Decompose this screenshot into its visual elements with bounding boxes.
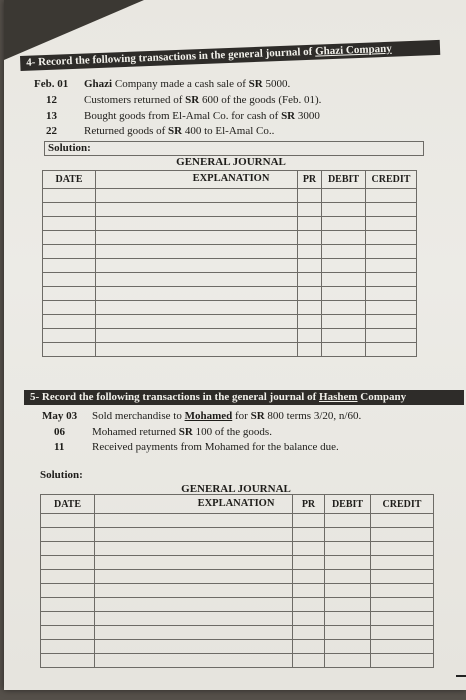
debit-cell[interactable] <box>325 654 371 668</box>
pr-cell[interactable] <box>298 245 322 259</box>
q5-row-bold-amount: SR <box>178 426 193 438</box>
pr-cell[interactable] <box>293 514 325 528</box>
debit-cell[interactable] <box>322 203 366 217</box>
explanation-cell[interactable] <box>95 584 293 598</box>
explanation-cell[interactable] <box>96 231 298 245</box>
q4-explanation-cell <box>96 171 298 189</box>
q4-row-part: 3000 <box>295 110 320 122</box>
date-cell[interactable] <box>41 612 95 626</box>
explanation-cell[interactable] <box>95 542 293 556</box>
question-5-company: Hashem <box>319 391 358 403</box>
q4-solution-label: Solution: <box>44 141 424 156</box>
pr-cell[interactable] <box>298 259 322 273</box>
pr-cell[interactable] <box>293 612 325 626</box>
journal-row <box>43 273 417 287</box>
debit-cell[interactable] <box>322 259 366 273</box>
date-cell[interactable] <box>43 329 96 343</box>
date-cell[interactable] <box>41 528 95 542</box>
journal-row <box>41 570 434 584</box>
q4-debit-header: DEBIT <box>322 171 366 189</box>
debit-cell[interactable] <box>322 301 366 315</box>
credit-cell[interactable] <box>371 570 434 584</box>
credit-cell[interactable] <box>371 528 434 542</box>
explanation-cell[interactable] <box>96 217 298 231</box>
q4-row-date: 13 <box>46 110 57 122</box>
date-cell[interactable] <box>43 189 96 203</box>
q4-row-bold-amount: SR <box>168 125 183 137</box>
credit-cell[interactable] <box>366 189 417 203</box>
pr-cell[interactable] <box>298 343 322 357</box>
explanation-cell[interactable] <box>95 640 293 654</box>
journal-row <box>41 528 434 542</box>
q4-journal-title: GENERAL JOURNAL <box>176 156 286 168</box>
q5-debit-header: DEBIT <box>325 495 371 514</box>
debit-cell[interactable] <box>325 612 371 626</box>
journal-row <box>43 203 417 217</box>
q5-row-part: 800 terms 3/20, n/60. <box>264 410 362 422</box>
date-cell[interactable] <box>43 245 96 259</box>
pr-cell[interactable] <box>293 598 325 612</box>
explanation-cell[interactable] <box>96 259 298 273</box>
q5-journal-title: GENERAL JOURNAL <box>181 483 291 495</box>
explanation-cell[interactable] <box>96 203 298 217</box>
explanation-cell[interactable] <box>95 654 293 668</box>
q5-row-date: May 03 <box>42 410 78 422</box>
explanation-cell[interactable] <box>95 528 293 542</box>
date-cell[interactable] <box>43 231 96 245</box>
explanation-cell[interactable] <box>96 287 298 301</box>
date-cell[interactable] <box>43 259 96 273</box>
credit-cell[interactable] <box>366 231 417 245</box>
question-4-heading <box>20 40 440 71</box>
q5-explanation-header: EXPLANATION <box>197 498 275 509</box>
credit-cell[interactable] <box>371 654 434 668</box>
q4-row-part: Customers returned of <box>84 94 186 106</box>
journal-row <box>43 343 417 357</box>
journal-row <box>41 640 434 654</box>
journal-row <box>41 514 434 528</box>
date-cell[interactable] <box>43 301 96 315</box>
pr-cell[interactable] <box>298 315 322 329</box>
q5-transaction-row <box>42 410 361 422</box>
q5-row-text <box>92 410 361 422</box>
q4-row-part: Bought goods from El-Amal Co. for cash of <box>84 110 282 122</box>
journal-row <box>41 556 434 570</box>
explanation-cell[interactable] <box>95 570 293 584</box>
q4-journal-header-row <box>43 171 417 189</box>
credit-cell[interactable] <box>371 598 434 612</box>
q5-journal-table <box>40 494 434 668</box>
pr-cell[interactable] <box>293 542 325 556</box>
q4-row-bold: Ghazi <box>84 78 113 90</box>
credit-cell[interactable] <box>366 259 417 273</box>
q5-journal-header-row <box>41 495 434 514</box>
explanation-cell[interactable] <box>96 273 298 287</box>
credit-cell[interactable] <box>371 640 434 654</box>
q5-date-header: DATE <box>41 495 95 514</box>
explanation-cell[interactable] <box>96 245 298 259</box>
q4-transaction-row <box>46 125 274 137</box>
q5-transaction-row <box>54 441 339 453</box>
debit-cell[interactable] <box>325 640 371 654</box>
credit-cell[interactable] <box>366 329 417 343</box>
pr-cell[interactable] <box>293 570 325 584</box>
date-cell[interactable] <box>43 203 96 217</box>
q4-row-part: Returned goods of <box>84 125 169 137</box>
debit-cell[interactable] <box>322 343 366 357</box>
journal-row <box>41 542 434 556</box>
credit-cell[interactable] <box>366 203 417 217</box>
q5-row-date: 06 <box>54 426 65 438</box>
explanation-cell[interactable] <box>95 612 293 626</box>
q4-row-part: 400 to El-Amal Co.. <box>182 125 275 137</box>
date-cell[interactable] <box>41 598 95 612</box>
debit-cell[interactable] <box>325 626 371 640</box>
question-4-company: Ghazi Company <box>314 42 392 58</box>
q4-row-bold-amount: SR <box>185 94 200 106</box>
journal-row <box>43 259 417 273</box>
credit-cell[interactable] <box>366 301 417 315</box>
date-cell[interactable] <box>43 273 96 287</box>
question-4-title: 4- Record the following transactions in the general journal of <box>26 45 316 69</box>
explanation-cell[interactable] <box>96 189 298 203</box>
credit-cell[interactable] <box>371 542 434 556</box>
date-cell[interactable] <box>41 654 95 668</box>
question-5-heading <box>24 390 464 405</box>
q5-journal-body <box>41 514 434 668</box>
credit-cell[interactable] <box>366 245 417 259</box>
credit-cell[interactable] <box>366 217 417 231</box>
explanation-cell[interactable] <box>95 556 293 570</box>
explanation-cell[interactable] <box>96 315 298 329</box>
journal-row <box>41 612 434 626</box>
debit-cell[interactable] <box>325 514 371 528</box>
date-cell[interactable] <box>41 626 95 640</box>
q5-row-text <box>92 441 339 453</box>
pr-cell[interactable] <box>298 273 322 287</box>
q4-transaction-row <box>46 110 320 122</box>
pr-cell[interactable] <box>298 329 322 343</box>
journal-row <box>41 654 434 668</box>
q4-row-date: 12 <box>46 94 57 106</box>
date-cell[interactable] <box>43 315 96 329</box>
credit-cell[interactable] <box>371 612 434 626</box>
pr-cell[interactable] <box>298 231 322 245</box>
q4-pr-header: PR <box>298 171 322 189</box>
date-cell[interactable] <box>41 584 95 598</box>
date-cell[interactable] <box>41 542 95 556</box>
debit-cell[interactable] <box>322 329 366 343</box>
q4-row-part: Company made a cash sale of <box>112 78 249 90</box>
q5-row-part: for <box>232 410 251 422</box>
debit-cell[interactable] <box>325 542 371 556</box>
journal-row <box>43 315 417 329</box>
date-cell[interactable] <box>43 343 96 357</box>
q4-row-bold-amount: SR <box>281 110 296 122</box>
q4-row-part: 600 of the goods (Feb. 01). <box>199 94 322 106</box>
credit-cell[interactable] <box>371 514 434 528</box>
q4-row-date: Feb. 01 <box>34 78 69 90</box>
debit-cell[interactable] <box>325 528 371 542</box>
q4-credit-header: CREDIT <box>366 171 417 189</box>
q5-row-text <box>92 426 272 438</box>
q4-transaction-row <box>34 78 290 90</box>
pr-cell[interactable] <box>298 217 322 231</box>
journal-row <box>43 287 417 301</box>
pr-cell[interactable] <box>293 556 325 570</box>
explanation-cell[interactable] <box>96 329 298 343</box>
debit-cell[interactable] <box>325 556 371 570</box>
date-cell[interactable] <box>41 570 95 584</box>
pr-cell[interactable] <box>293 654 325 668</box>
explanation-cell[interactable] <box>95 598 293 612</box>
question-5-title-end: Company <box>357 391 407 403</box>
worksheet-page <box>4 0 466 690</box>
journal-row <box>43 231 417 245</box>
pr-cell[interactable] <box>293 528 325 542</box>
q5-solution-label: Solution: <box>40 469 83 481</box>
q5-row-bold-amount: SR <box>250 410 265 422</box>
q4-row-text <box>84 110 320 122</box>
debit-cell[interactable] <box>325 570 371 584</box>
credit-cell[interactable] <box>366 315 417 329</box>
date-cell[interactable] <box>41 514 95 528</box>
date-cell[interactable] <box>43 217 96 231</box>
credit-cell[interactable] <box>371 556 434 570</box>
credit-cell[interactable] <box>371 584 434 598</box>
pr-cell[interactable] <box>293 584 325 598</box>
journal-row <box>41 598 434 612</box>
debit-cell[interactable] <box>322 231 366 245</box>
debit-cell[interactable] <box>322 189 366 203</box>
pr-cell[interactable] <box>298 203 322 217</box>
explanation-cell[interactable] <box>96 343 298 357</box>
debit-cell[interactable] <box>322 287 366 301</box>
explanation-cell[interactable] <box>95 626 293 640</box>
q5-row-part: 100 of the goods. <box>192 426 272 438</box>
debit-cell[interactable] <box>325 598 371 612</box>
q4-explanation-header: EXPLANATION <box>192 173 270 184</box>
date-cell[interactable] <box>43 287 96 301</box>
q5-row-date: 11 <box>54 441 65 453</box>
debit-cell[interactable] <box>322 245 366 259</box>
q4-journal-table <box>42 170 417 357</box>
debit-cell[interactable] <box>322 273 366 287</box>
q4-row-date: 22 <box>46 125 57 137</box>
page-edge-mark <box>456 675 466 677</box>
debit-cell[interactable] <box>322 315 366 329</box>
page-corner-shadow <box>4 0 144 60</box>
journal-row <box>43 189 417 203</box>
q4-journal-body <box>43 189 417 357</box>
question-5-title: 5- Record the following transactions in the general journal of <box>30 391 320 403</box>
debit-cell[interactable] <box>325 584 371 598</box>
q5-transaction-row <box>54 426 272 438</box>
q5-explanation-cell <box>95 495 293 514</box>
q4-row-text <box>84 94 321 106</box>
pr-cell[interactable] <box>298 301 322 315</box>
explanation-cell[interactable] <box>95 514 293 528</box>
pr-cell[interactable] <box>298 287 322 301</box>
q4-transaction-row <box>46 94 321 106</box>
q4-row-part: 5000. <box>262 78 291 90</box>
pr-cell[interactable] <box>298 189 322 203</box>
q5-row-part: Received payments from Mohamed for the balance due. <box>92 441 339 453</box>
q5-credit-header: CREDIT <box>371 495 434 514</box>
q5-pr-header: PR <box>293 495 325 514</box>
q5-row-underlined: Mohamed <box>184 410 233 422</box>
journal-row <box>41 584 434 598</box>
journal-row <box>43 329 417 343</box>
credit-cell[interactable] <box>366 343 417 357</box>
date-cell[interactable] <box>41 556 95 570</box>
q4-row-bold-amount: SR <box>248 78 263 90</box>
debit-cell[interactable] <box>322 217 366 231</box>
explanation-cell[interactable] <box>96 301 298 315</box>
pr-cell[interactable] <box>293 626 325 640</box>
credit-cell[interactable] <box>366 287 417 301</box>
q5-row-part: Mohamed returned <box>92 426 179 438</box>
q4-row-text <box>84 125 274 137</box>
pr-cell[interactable] <box>293 640 325 654</box>
q4-row-text <box>84 78 290 90</box>
date-cell[interactable] <box>41 640 95 654</box>
q5-row-part: Sold merchandise to <box>92 410 185 422</box>
journal-row <box>41 626 434 640</box>
credit-cell[interactable] <box>366 273 417 287</box>
journal-row <box>43 217 417 231</box>
q4-date-header: DATE <box>43 171 96 189</box>
credit-cell[interactable] <box>371 626 434 640</box>
journal-row <box>43 301 417 315</box>
journal-row <box>43 245 417 259</box>
